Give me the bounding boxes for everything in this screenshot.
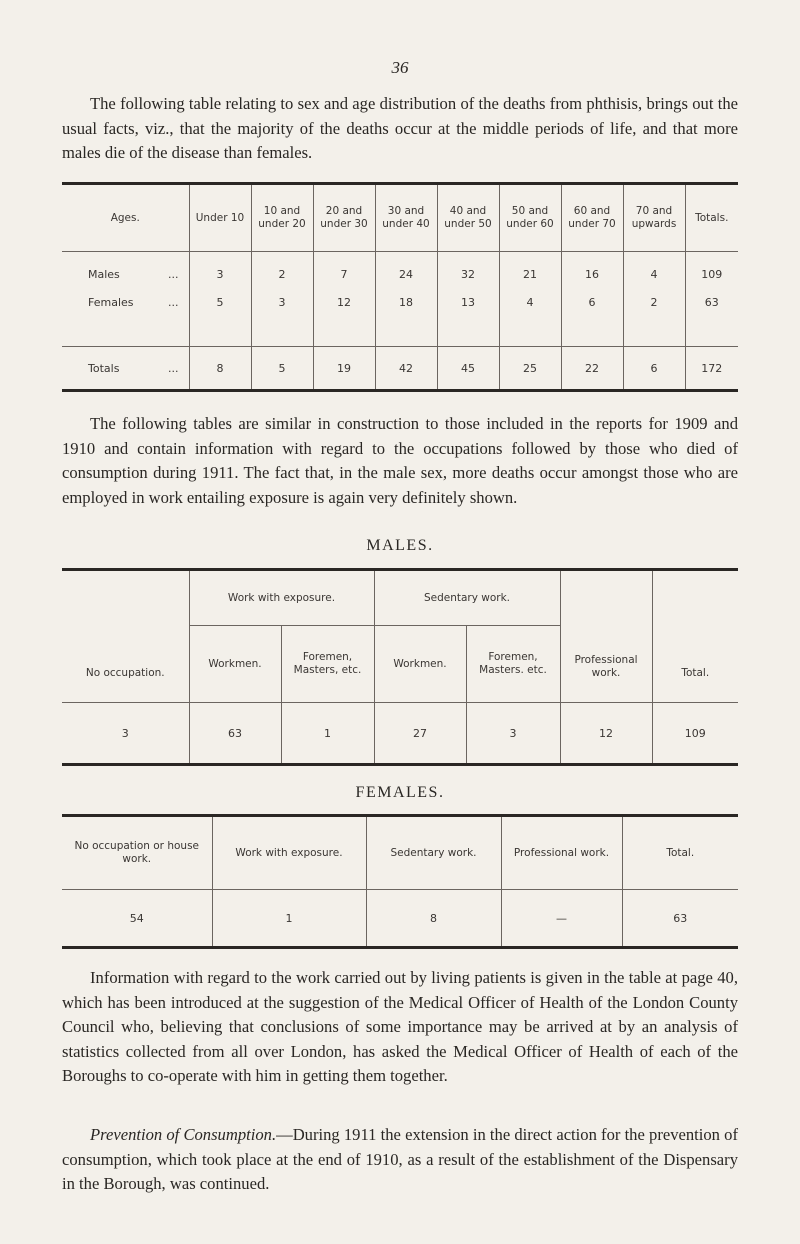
workmen-header: Workmen.: [189, 626, 281, 703]
table-cell: 45: [437, 347, 499, 391]
table-row: [62, 288, 738, 316]
table-cell: 4: [623, 260, 685, 288]
occupations-paragraph: The following tables are similar in construction to those included in the reports for 1909 and 1910 and contain information with regard to the occupations followed by those who died of consumption during 1911. The fact that, in the male sex, more deaths occur amongst those who are employed in work entailing exposure is again very definitely shown.: [62, 414, 738, 507]
age-col-header: 60 and under 70: [561, 184, 623, 252]
table-row: [62, 260, 738, 288]
table-cell: 27: [374, 703, 466, 765]
females-occupation-table: [62, 814, 738, 949]
age-col-header: 30 and under 40: [375, 184, 437, 252]
table-cell: 7: [313, 260, 375, 288]
table-cell: 24: [375, 260, 437, 288]
table-row: [62, 890, 738, 948]
age-col-header: 50 and under 60: [499, 184, 561, 252]
age-col-header: 70 and upwards: [623, 184, 685, 252]
age-col-header: Under 10: [189, 184, 251, 252]
row-label: Males: [88, 267, 120, 281]
information-paragraph: Information with regard to the work carried out by living patients is given in the table at page 40, which has been introduced at the suggestion of the Medical Officer of Health of the London County Council who, believing that conclusions of some importance may be arrived at by an analysis of statistics collected from all over London, has asked the Medical Officer of Health of each of the Boroughs to co-operate with him in getting them together.: [62, 968, 738, 1085]
prevention-body: —During 1911 the extension in the direct action for the prevention of consumption, which took place at the end of 1910, as a result of the establishment of the Dispensary in the Borough, was continued.: [62, 1125, 738, 1193]
sedentary-work-header: Sedentary work.: [366, 816, 501, 890]
totals-col-header: Totals.: [685, 184, 738, 252]
professional-work-header: Professional work.: [560, 570, 652, 703]
row-label: Totals: [88, 361, 120, 375]
table-cell: 1: [212, 890, 366, 948]
table-cell: 63: [622, 890, 738, 948]
prevention-heading: Prevention of Consumption.: [90, 1125, 277, 1144]
table-cell: 172: [685, 347, 738, 391]
table-cell: 3: [466, 703, 560, 765]
no-occupation-header: No occupation or house work.: [62, 816, 212, 890]
table-cell: 109: [652, 703, 738, 765]
intro-paragraph: The following table relating to sex and age distribution of the deaths from phthisis, brings out the usual facts, viz., that the majority of the deaths occur at the middle periods of life, and that more males die of the disease than females.: [62, 94, 738, 162]
workmen-header: Workmen.: [374, 626, 466, 703]
table-cell: 63: [189, 703, 281, 765]
table-cell: 8: [189, 347, 251, 391]
table-cell: 1: [281, 703, 374, 765]
table-cell: 63: [685, 288, 738, 316]
leader-dots: ...: [168, 267, 179, 281]
table-cell: 2: [623, 288, 685, 316]
work-with-exposure-header: Work with exposure.: [189, 570, 374, 626]
table-cell: 2: [251, 260, 313, 288]
table-cell: 21: [499, 260, 561, 288]
age-distribution-table: [62, 182, 738, 392]
ages-header: Ages.: [62, 184, 189, 252]
females-caption: FEMALES.: [355, 784, 445, 801]
total-header: Total.: [622, 816, 738, 890]
age-col-header: 40 and under 50: [437, 184, 499, 252]
table-cell: 3: [121, 726, 129, 740]
table-cell: 18: [375, 288, 437, 316]
table-cell: 42: [375, 347, 437, 391]
row-label: Females: [88, 295, 134, 309]
table-cell: 54: [129, 911, 144, 925]
table-cell: 6: [623, 347, 685, 391]
foremen-header: Foremen, Masters. etc.: [466, 626, 560, 703]
table-cell: 3: [189, 260, 251, 288]
table-cell: 13: [437, 288, 499, 316]
table-cell: 12: [560, 703, 652, 765]
table-cell: 16: [561, 260, 623, 288]
table-cell: 3: [251, 288, 313, 316]
table-cell: —: [501, 890, 622, 948]
table-row: [62, 703, 738, 765]
leader-dots: ...: [168, 295, 179, 309]
age-col-header: 10 and under 20: [251, 184, 313, 252]
males-caption: MALES.: [366, 537, 434, 554]
sedentary-work-header: Sedentary work.: [374, 570, 560, 626]
leader-dots: ...: [168, 361, 179, 375]
table-cell: 25: [499, 347, 561, 391]
no-occupation-header: No occupation.: [62, 570, 189, 703]
page-number: 36: [391, 58, 409, 77]
work-with-exposure-header: Work with exposure.: [212, 816, 366, 890]
table-cell: 32: [437, 260, 499, 288]
table-cell: 4: [499, 288, 561, 316]
age-header-row: [62, 184, 738, 252]
table-cell: 22: [561, 347, 623, 391]
males-occupation-table: [62, 568, 738, 766]
table-cell: 5: [251, 347, 313, 391]
age-col-header: 20 and under 30: [313, 184, 375, 252]
total-header: Total.: [652, 570, 738, 703]
prevention-paragraph: [62, 1123, 738, 1197]
table-cell: 109: [685, 260, 738, 288]
professional-work-header: Professional work.: [501, 816, 622, 890]
foremen-header: Foremen, Masters, etc.: [281, 626, 374, 703]
table-cell: 19: [313, 347, 375, 391]
table-cell: 12: [313, 288, 375, 316]
table-cell: 6: [561, 288, 623, 316]
table-cell: 8: [366, 890, 501, 948]
totals-row: [62, 347, 738, 391]
table-cell: 5: [189, 288, 251, 316]
